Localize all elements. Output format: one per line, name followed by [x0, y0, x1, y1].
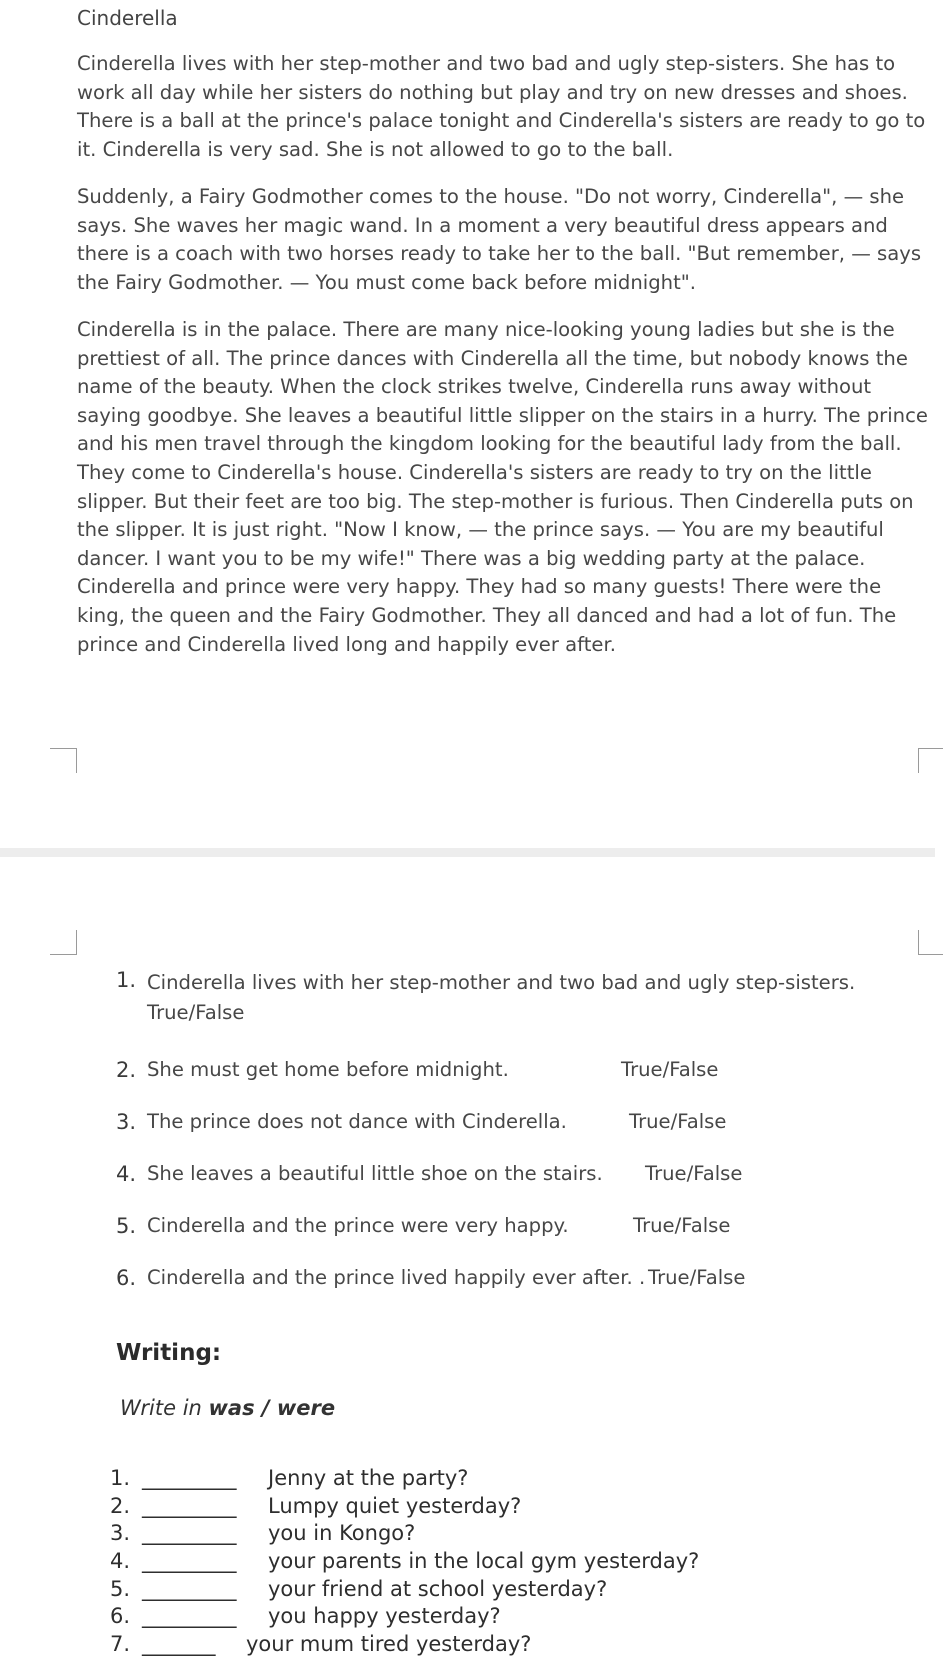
crop-mark-icon — [50, 748, 77, 773]
item-text: Cinderella and the prince lived happily ever after. . — [147, 1266, 646, 1289]
document-title: Cinderella — [77, 6, 178, 30]
story-paragraph-1: Cinderella lives with her step-mother and two bad and ugly step-sisters. She has to work all day while her sisters do nothing but play and try on new dresses and shoes. There is a ball at the prince's palace tonight and Cinderella's sisters are ready to go to it. Cinderella is very sad. She is not allowed to go to the ball. — [77, 52, 926, 161]
crop-mark-icon — [50, 930, 77, 955]
writing-instruction — [120, 1396, 335, 1420]
answer-blank[interactable]: _________ — [142, 1521, 237, 1545]
item-text: you in Kongo? — [268, 1521, 416, 1545]
item-text: Jenny at the party? — [268, 1466, 469, 1490]
true-false-label: True/False — [648, 1266, 746, 1289]
item-text: She must get home before midnight. — [147, 1058, 509, 1081]
writing-heading: Writing: — [116, 1340, 222, 1366]
instruction-prefix: Write in — [120, 1396, 209, 1420]
item-number: 3. — [116, 1110, 137, 1134]
item-number: 2. — [116, 1058, 137, 1082]
item-number: 4. — [110, 1549, 131, 1573]
item-number: 5. — [110, 1577, 131, 1601]
item-number: 1. — [110, 1466, 131, 1490]
item-number: 2. — [110, 1494, 131, 1518]
answer-blank[interactable]: _________ — [142, 1549, 237, 1573]
story-paragraph-3: Cinderella is in the palace. There are many nice-looking young ladies but she is the prettiest of all. The prince dances with Cinderella all the time, but nobody knows the name of the beauty. When the clock strikes twelve, Cinderella runs away without saying goodbye. She leaves a beautiful little slipper on the stairs in a hurry. The prince and his men travel through the kingdom looking for the beautiful lady from the ball. They come to Cinderella's house. Cinderella's sisters are ready to try on the little slipper. But their feet are too big. The step-mother is furious. Then Cinderella puts on the slipper. It is just right. "Now I know, — the prince says. — You are my beautiful dancer. I want you to be my wife!" There was a big wedding party at the palace. Cinderella and prince were very happy. They had so many guests! There were the king, the queen and the Fairy Godmother. They all danced and had a lot of fun. The prince and Cinderella lived long and happily ever after. — [77, 318, 928, 656]
item-text: you happy yesterday? — [268, 1604, 501, 1628]
answer-blank[interactable]: _______ — [142, 1632, 216, 1656]
item-text: The prince does not dance with Cinderella. — [147, 1110, 567, 1133]
true-false-label: True/False — [629, 1110, 727, 1133]
answer-blank[interactable]: _________ — [142, 1577, 237, 1601]
item-number: 6. — [116, 1266, 137, 1290]
answer-blank[interactable]: _________ — [142, 1494, 237, 1518]
item-number: 3. — [110, 1521, 131, 1545]
true-false-label: True/False — [621, 1058, 719, 1081]
item-text: your mum tired yesterday? — [246, 1632, 532, 1656]
crop-mark-icon — [918, 748, 943, 773]
item-text: Lumpy quiet yesterday? — [268, 1494, 522, 1518]
true-false-label: True/False — [645, 1162, 743, 1185]
item-text: Cinderella lives with her step-mother and two bad and ugly step-sisters. True/False — [147, 971, 856, 1024]
item-text: She leaves a beautiful little shoe on the stairs. — [147, 1162, 603, 1185]
item-text: your parents in the local gym yesterday? — [268, 1549, 700, 1573]
story-paragraph-2: Suddenly, a Fairy Godmother comes to the house. "Do not worry, Cinderella", — she says. She waves her magic wand. In a moment a very beautiful dress appears and there is a coach with two horses ready to take her to the ball. "But remember, — says the Fairy Godmother. — You must come back before midnight". — [77, 185, 922, 294]
answer-blank[interactable]: _________ — [142, 1466, 237, 1490]
true-false-label: True/False — [633, 1214, 731, 1237]
item-number: 4. — [116, 1162, 137, 1186]
item-number: 1. — [116, 968, 137, 992]
item-number: 6. — [110, 1604, 131, 1628]
answer-blank[interactable]: _________ — [142, 1604, 237, 1628]
item-number: 7. — [110, 1632, 131, 1656]
item-text: Cinderella and the prince were very happy. — [147, 1214, 569, 1237]
crop-mark-icon — [918, 930, 943, 955]
item-text: your friend at school yesterday? — [268, 1577, 608, 1601]
item-number: 5. — [116, 1214, 137, 1238]
instruction-emphasis: was / were — [208, 1396, 336, 1420]
page-separator — [0, 848, 935, 857]
